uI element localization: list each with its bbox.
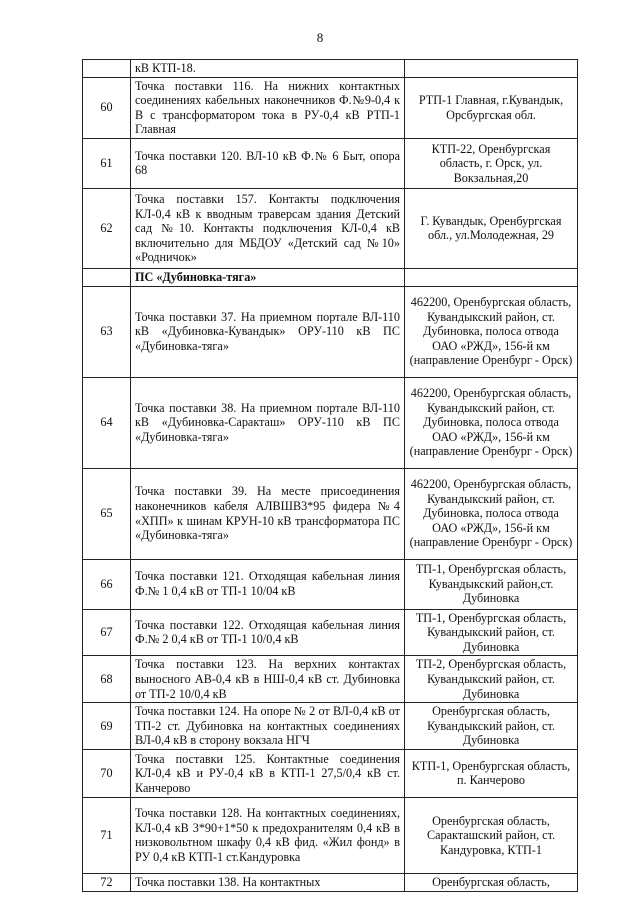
delivery-points-table bbox=[82, 59, 578, 892]
delivery-point-description: кВ КТП-18. bbox=[131, 60, 405, 78]
delivery-point-address: Г. Кувандык, Оренбургская обл., ул.Молодежная, 29 bbox=[405, 188, 578, 268]
row-number: 68 bbox=[83, 656, 131, 703]
delivery-point-description: Точка поставки 121. Отходящая кабельная линия Ф.№ 1 0,4 кВ от ТП-1 10/04 кВ bbox=[131, 559, 405, 609]
row-number: 70 bbox=[83, 749, 131, 797]
delivery-point-description: Точка поставки 122. Отходящая кабельная линия Ф.№ 2 0,4 кВ от ТП-1 10/0,4 кВ bbox=[131, 609, 405, 656]
row-number: 64 bbox=[83, 377, 131, 468]
delivery-point-address bbox=[405, 60, 578, 78]
delivery-point-address: 462200, Оренбургская область, Кувандыкский район, ст. Дубиновка, полоса отвода ОАО «РЖД», 156-й км (направление Оренбург - Орск) bbox=[405, 468, 578, 559]
table-row bbox=[83, 468, 578, 559]
row-number: 72 bbox=[83, 873, 131, 891]
table-row bbox=[83, 138, 578, 188]
table-row bbox=[83, 188, 578, 268]
row-number: 62 bbox=[83, 188, 131, 268]
row-number: 61 bbox=[83, 138, 131, 188]
row-number: 66 bbox=[83, 559, 131, 609]
row-number: 65 bbox=[83, 468, 131, 559]
delivery-point-address: 462200, Оренбургская область, Кувандыкский район, ст. Дубиновка, полоса отвода ОАО «РЖД», 156-й км (направление Оренбург - Орск) bbox=[405, 377, 578, 468]
delivery-point-description: Точка поставки 124. На опоре № 2 от ВЛ-0,4 кВ от ТП-2 ст. Дубиновка на контактных соединениях ВЛ-0,4 кВ в сторону вокзала НГЧ bbox=[131, 703, 405, 750]
page-number: 8 bbox=[316, 30, 324, 45]
delivery-point-description: Точка поставки 125. Контактные соединения КЛ-0,4 кВ и РУ-0,4 кВ в КТП-1 27,5/0,4 кВ ст. Канчерово bbox=[131, 749, 405, 797]
delivery-point-address: ТП-1, Оренбургская область, Кувандыкский район, ст. Дубиновка bbox=[405, 609, 578, 656]
delivery-point-description: Точка поставки 128. На контактных соединениях, КЛ-0,4 кВ 3*90+1*50 к предохранителям 0,4 кВ в низковольтном шкафу 0,4 кВ фид. «Жил фонд» в РУ 0,4 кВ КТП-1 ст.Кандуровка bbox=[131, 797, 405, 873]
table-row bbox=[83, 377, 578, 468]
delivery-point-address: ТП-2, Оренбургская область, Кувандыкский район, ст. Дубиновка bbox=[405, 656, 578, 703]
row-number bbox=[83, 60, 131, 78]
delivery-point-description: Точка поставки 116. На нижних контактных соединениях кабельных наконечников Ф.№9-0,4 к В с трансформатором тока в РУ-0,4 кВ РТП-1 Главная bbox=[131, 77, 405, 138]
table-row bbox=[83, 60, 578, 78]
delivery-point-description: Точка поставки 157. Контакты подключения КЛ-0,4 кВ к вводным траверсам здания Детский сад №10. Контакты подключения КЛ-0,4 кВ включительно для МБДОУ «Детский сад №10» «Родничок» bbox=[131, 188, 405, 268]
section-header-row bbox=[83, 268, 578, 286]
delivery-point-description: Точка поставки 39. На месте присоединения наконечников кабеля АЛВШВ3*95 фидера №4 «ХПП» к шинам КРУН-10 кВ трансформатора ПС «Дубиновка-тяга» bbox=[131, 468, 405, 559]
table-row bbox=[83, 749, 578, 797]
row-number: 63 bbox=[83, 286, 131, 377]
table-row bbox=[83, 559, 578, 609]
delivery-point-address: КТП-22, Оренбургская область, г. Орск, ул. Вокзальная,20 bbox=[405, 138, 578, 188]
delivery-point-address: ТП-1, Оренбургская область, Кувандыкский район,ст. Дубиновка bbox=[405, 559, 578, 609]
table-row bbox=[83, 609, 578, 656]
substation-section-title: ПС «Дубиновка-тяга» bbox=[131, 268, 405, 286]
delivery-point-address: КТП-1, Оренбургская область, п. Канчерово bbox=[405, 749, 578, 797]
table-row bbox=[83, 286, 578, 377]
table-row bbox=[83, 656, 578, 703]
delivery-point-description: Точка поставки 138. На контактных bbox=[131, 873, 405, 891]
delivery-point-description: Точка поставки 37. На приемном портале ВЛ-110 кВ «Дубиновка-Кувандык» ОРУ-110 кВ ПС «Дубиновка-тяга» bbox=[131, 286, 405, 377]
row-number bbox=[83, 268, 131, 286]
delivery-point-address: РТП-1 Главная, г.Кувандык, Орсбургская обл. bbox=[405, 77, 578, 138]
table-row bbox=[83, 77, 578, 138]
row-number: 60 bbox=[83, 77, 131, 138]
row-number: 69 bbox=[83, 703, 131, 750]
delivery-point-address: Оренбургская область, Саракташский район, ст. Кандуровка, КТП-1 bbox=[405, 797, 578, 873]
delivery-point-address: Оренбургская область, Кувандыкский район, ст. Дубиновка bbox=[405, 703, 578, 750]
row-number: 67 bbox=[83, 609, 131, 656]
delivery-point-address: Оренбургская область, bbox=[405, 873, 578, 891]
table-row bbox=[83, 873, 578, 891]
table-row bbox=[83, 703, 578, 750]
delivery-point-address bbox=[405, 268, 578, 286]
table-row bbox=[83, 797, 578, 873]
row-number: 71 bbox=[83, 797, 131, 873]
delivery-point-description: Точка поставки 38. На приемном портале ВЛ-110 кВ «Дубиновка-Саракташ» ОРУ-110 кВ ПС «Дубиновка-тяга» bbox=[131, 377, 405, 468]
delivery-point-description: Точка поставки 120. ВЛ-10 кВ Ф.№ 6 Быт, опора 68 bbox=[131, 138, 405, 188]
delivery-point-address: 462200, Оренбургская область, Кувандыкский район, ст. Дубиновка, полоса отвода ОАО «РЖД», 156-й км (направление Оренбург - Орск) bbox=[405, 286, 578, 377]
delivery-point-description: Точка поставки 123. На верхних контактах выносного АВ-0,4 кВ в НШ-0,4 кВ ст. Дубиновка от ТП-2 10/0,4 кВ bbox=[131, 656, 405, 703]
